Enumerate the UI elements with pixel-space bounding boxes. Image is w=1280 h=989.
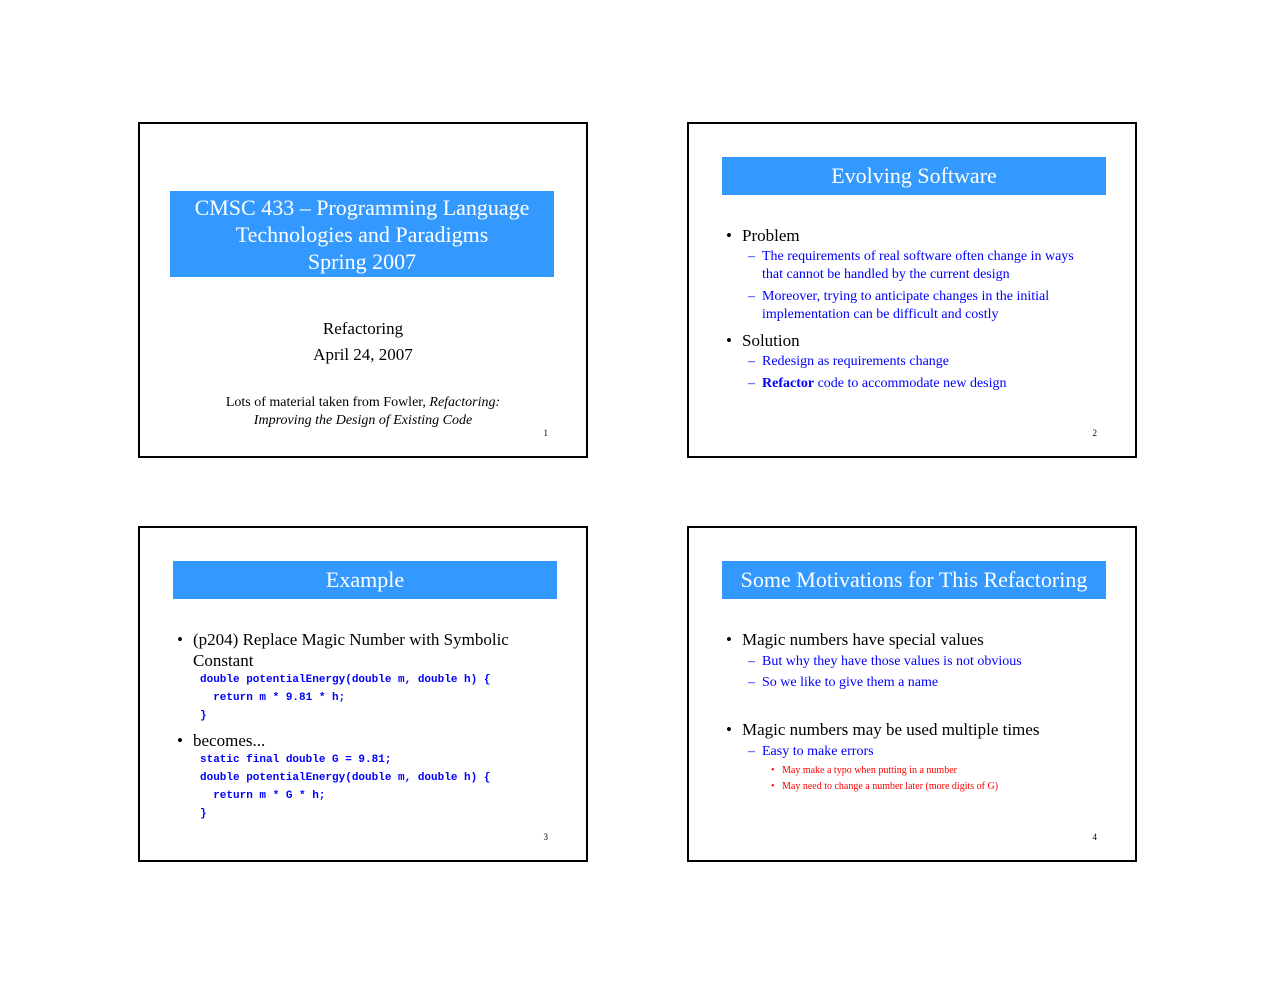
slide-number: 3 — [543, 832, 548, 842]
slide-3 — [138, 526, 588, 862]
code-line: return m * G * h; — [200, 790, 326, 802]
dash-icon: – — [748, 744, 755, 759]
code-line: static final double G = 9.81; — [200, 754, 392, 766]
slide-title: Evolving Software — [722, 157, 1106, 195]
slide-title-bar — [170, 191, 554, 277]
dash-icon: – — [748, 675, 755, 690]
lecture-topic: Refactoring — [322, 319, 404, 338]
code-line: return m * 9.81 * h; — [200, 692, 346, 704]
slide-2 — [687, 122, 1137, 458]
title-line: Spring 2007 — [307, 249, 417, 274]
slide-1 — [138, 122, 588, 458]
dash-icon: – — [748, 654, 755, 669]
bullet-solution: • Solution — [726, 331, 800, 350]
credit-prefix: Lots of material taken from Fowler, — [225, 395, 430, 410]
detail-bullet: • May make a typo when putting in a number — [771, 763, 1111, 779]
bullet-item: • Magic numbers may be used multiple times — [726, 720, 1040, 739]
slide-number: 4 — [1092, 832, 1097, 842]
bullet-item: • becomes... — [177, 731, 266, 750]
slide-title: Some Motivations for This Refactoring — [722, 561, 1106, 599]
lecture-date: April 24, 2007 — [313, 345, 413, 364]
code-line: } — [200, 808, 207, 820]
slide-number: 2 — [1092, 428, 1097, 438]
code-line: double potentialEnergy(double m, double h) { — [200, 772, 491, 784]
refactor-keyword: Refactor — [762, 376, 815, 391]
bullet-item: • Magic numbers have special values — [726, 630, 984, 649]
sub-bullet: – The requirements of real software often change in ways that cannot be handled by the current design — [748, 249, 1074, 282]
dash-icon: – — [748, 249, 755, 264]
book-title-part-2: Improving the Design of Existing Code — [253, 413, 473, 428]
source-credit — [140, 394, 586, 430]
dash-icon: – — [748, 376, 755, 391]
dash-icon: – — [748, 354, 755, 369]
bullet-icon: • — [726, 630, 732, 649]
slide-4 — [687, 526, 1137, 862]
bullet-icon: • — [726, 331, 732, 350]
sub-bullet: – Refactor code to accommodate new design — [748, 376, 1007, 391]
slide-title: Example — [173, 561, 557, 599]
code-line: double potentialEnergy(double m, double h) { — [200, 674, 491, 686]
sub-bullet: – Redesign as requirements change — [748, 354, 949, 369]
bullet-icon: • — [726, 226, 732, 245]
dash-icon: – — [748, 289, 755, 304]
bullet-icon: • — [771, 765, 775, 776]
book-title-part-1: Refactoring: — [429, 395, 501, 410]
code-line: } — [200, 710, 207, 722]
slide-number: 1 — [543, 428, 548, 438]
code-block — [200, 751, 490, 823]
sub-bullet: – But why they have those values is not obvious — [748, 654, 1022, 669]
sub-bullet: – Moreover, trying to anticipate changes in the initial implementation can be difficult and costly — [748, 289, 1050, 322]
bullet-icon: • — [177, 731, 183, 750]
bullet-problem: • Problem — [726, 226, 800, 245]
title-line: Technologies and Paradigms — [235, 222, 489, 247]
bullet-icon: • — [771, 781, 775, 792]
title-line: CMSC 433 – Programming Language — [194, 195, 530, 220]
bullet-item: • (p204) Replace Magic Number with Symbolic Constant — [177, 630, 509, 670]
code-block — [200, 671, 490, 725]
bullet-icon: • — [177, 630, 183, 649]
sub-bullet: – Easy to make errors — [748, 744, 874, 759]
sub-bullet: – So we like to give them a name — [748, 675, 939, 690]
detail-bullet: • May need to change a number later (more digits of G) — [771, 779, 1111, 795]
bullet-icon: • — [726, 720, 732, 739]
